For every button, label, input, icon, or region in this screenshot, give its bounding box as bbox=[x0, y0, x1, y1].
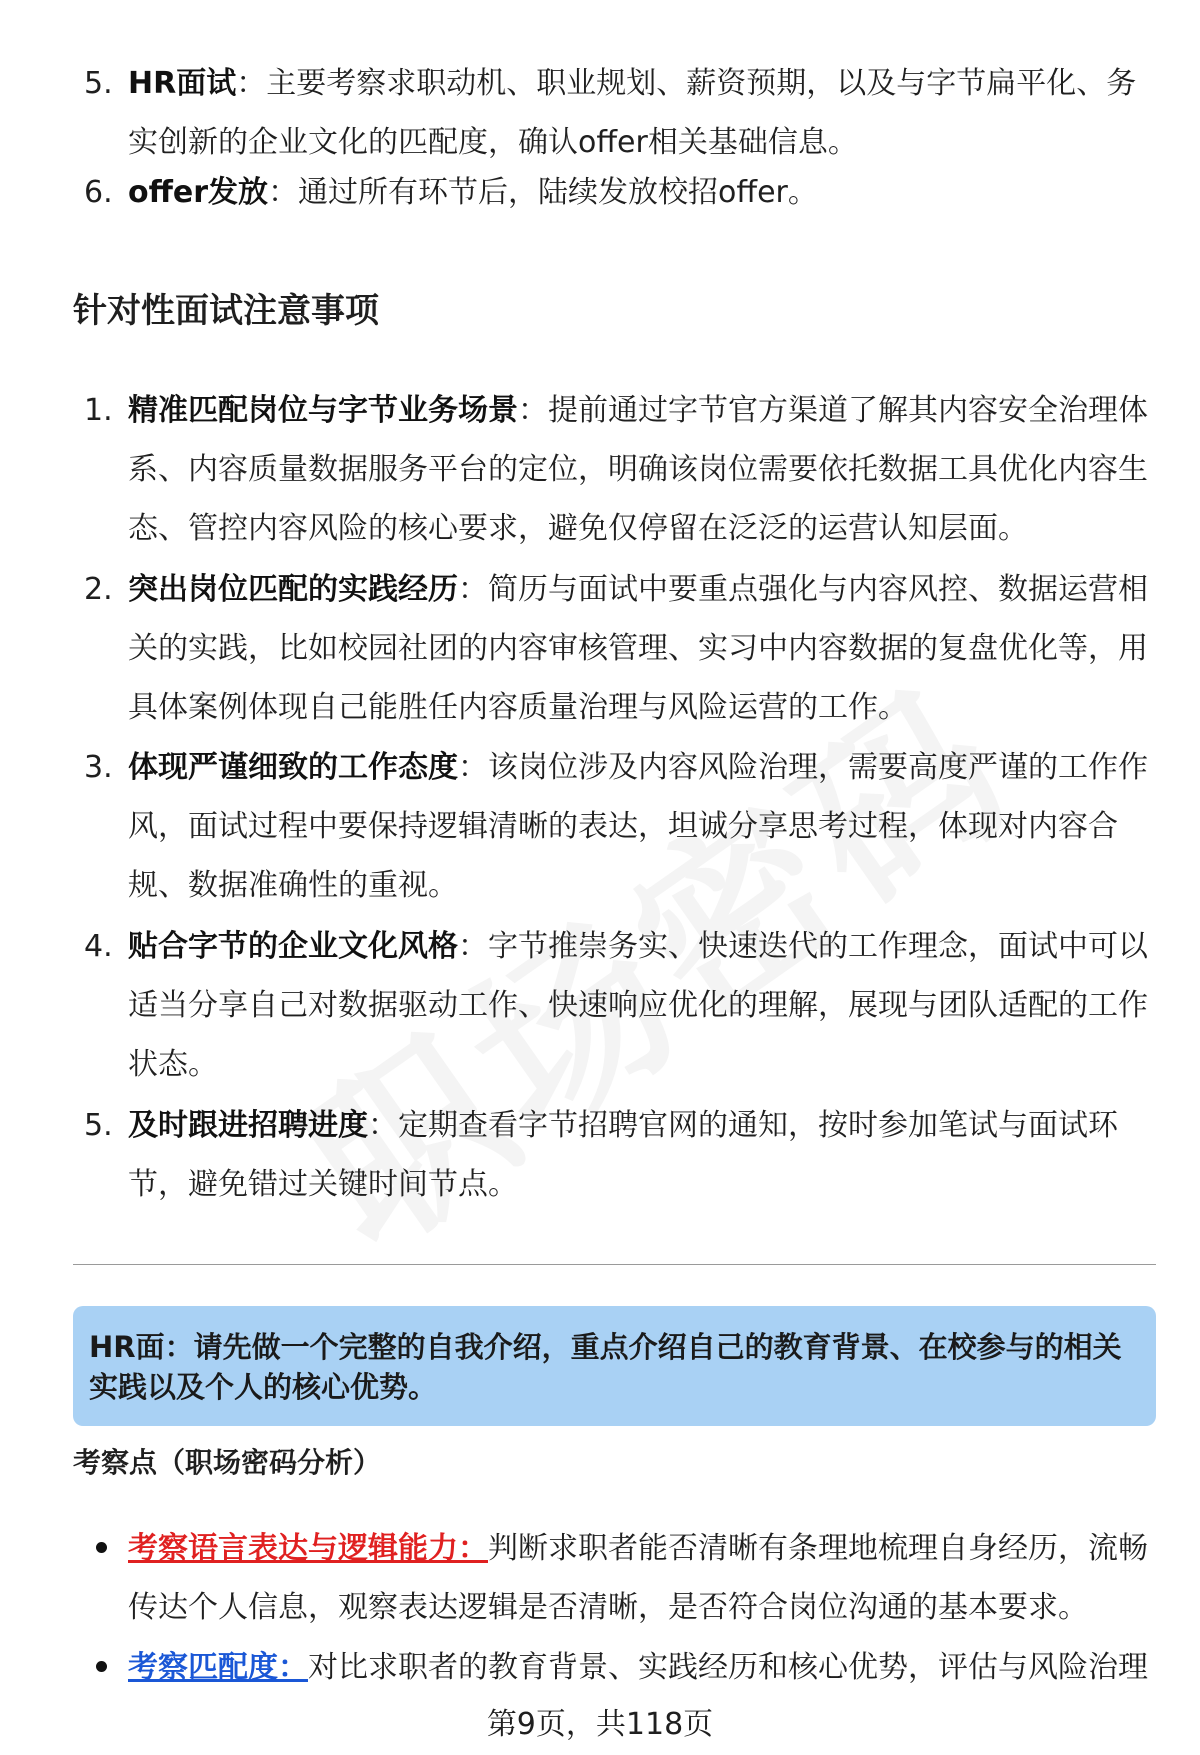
item-label: 体现严谨细致的工作态度 bbox=[128, 750, 458, 785]
list-number: 5. bbox=[84, 1108, 113, 1143]
item-label: 及时跟进招聘进度 bbox=[128, 1108, 368, 1143]
item-text: ：简历与面试中要重点强化与内容风控、数据运营相关的实践，比如校园社团的内容审核管理、实习中内容数据的复盘优化等，用具体案例体现自己能胜任内容质量治理与风险运营的工作。 bbox=[128, 572, 1148, 725]
list-item bbox=[84, 163, 1164, 222]
item-label: HR面试 bbox=[128, 66, 237, 101]
bullet-icon bbox=[96, 1661, 107, 1672]
point-text: 判断求职者能否清晰有条理地梳理自身经历，流畅传达个人信息，观察表达逻辑是否清晰，是否符合岗位沟通的基本要求。 bbox=[128, 1531, 1148, 1625]
item-text: ：提前通过字节官方渠道了解其内容安全治理体系、内容质量数据服务平台的定位，明确该岗位需要依托数据工具优化内容生态、管控内容风险的核心要求，避免仅停留在泛泛的运营认知层面。 bbox=[128, 393, 1148, 546]
divider bbox=[73, 1264, 1156, 1265]
list-number: 2. bbox=[84, 572, 113, 607]
list-number: 6. bbox=[84, 175, 113, 210]
list-number: 1. bbox=[84, 393, 113, 428]
list-item bbox=[84, 560, 1164, 737]
list-number: 3. bbox=[84, 750, 113, 785]
list-item bbox=[96, 1638, 1166, 1697]
item-label: 突出岗位匹配的实践经历 bbox=[128, 572, 458, 607]
list-item bbox=[84, 381, 1164, 558]
item-label: 精准匹配岗位与字节业务场景 bbox=[128, 393, 518, 428]
item-text: ：定期查看字节招聘官网的通知，按时参加笔试与面试环节，避免错过关键时间节点。 bbox=[128, 1108, 1118, 1202]
item-text: ：主要考察求职动机、职业规划、薪资预期，以及与字节扁平化、务实创新的企业文化的匹配度，确认offer相关基础信息。 bbox=[128, 66, 1137, 160]
question-callout: HR面：请先做一个完整的自我介绍，重点介绍自己的教育背景、在校参与的相关实践以及个人的核心优势。 bbox=[73, 1306, 1156, 1426]
item-text: ：字节推崇务实、快速迭代的工作理念，面试中可以适当分享自己对数据驱动工作、快速响应优化的理解，展现与团队适配的工作状态。 bbox=[128, 929, 1148, 1082]
page-footer: 第9页，共118页 bbox=[486, 1707, 714, 1742]
item-label: offer发放 bbox=[128, 175, 269, 210]
list-item bbox=[84, 917, 1164, 1094]
bullet-icon bbox=[96, 1542, 107, 1553]
list-item bbox=[84, 1096, 1164, 1214]
analysis-heading: 考察点（职场密码分析） bbox=[73, 1446, 382, 1479]
point-text: 对比求职者的教育背景、实践经历和核心优势，评估与风险治理 bbox=[308, 1650, 1148, 1685]
item-text: ：该岗位涉及内容风险治理，需要高度严谨的工作作风，面试过程中要保持逻辑清晰的表达，坦诚分享思考过程，体现对内容合规、数据准确性的重视。 bbox=[128, 750, 1148, 903]
list-item bbox=[84, 54, 1164, 172]
list-item bbox=[84, 738, 1164, 915]
list-number: 5. bbox=[84, 66, 113, 101]
list-number: 4. bbox=[84, 929, 113, 964]
point-label: 考察语言表达与逻辑能力： bbox=[128, 1531, 488, 1566]
list-item bbox=[96, 1519, 1166, 1637]
item-text: ：通过所有环节后，陆续发放校招offer。 bbox=[268, 175, 818, 210]
section-heading: 针对性面试注意事项 bbox=[73, 291, 379, 331]
item-label: 贴合字节的企业文化风格 bbox=[128, 929, 458, 964]
point-label: 考察匹配度： bbox=[128, 1650, 308, 1685]
